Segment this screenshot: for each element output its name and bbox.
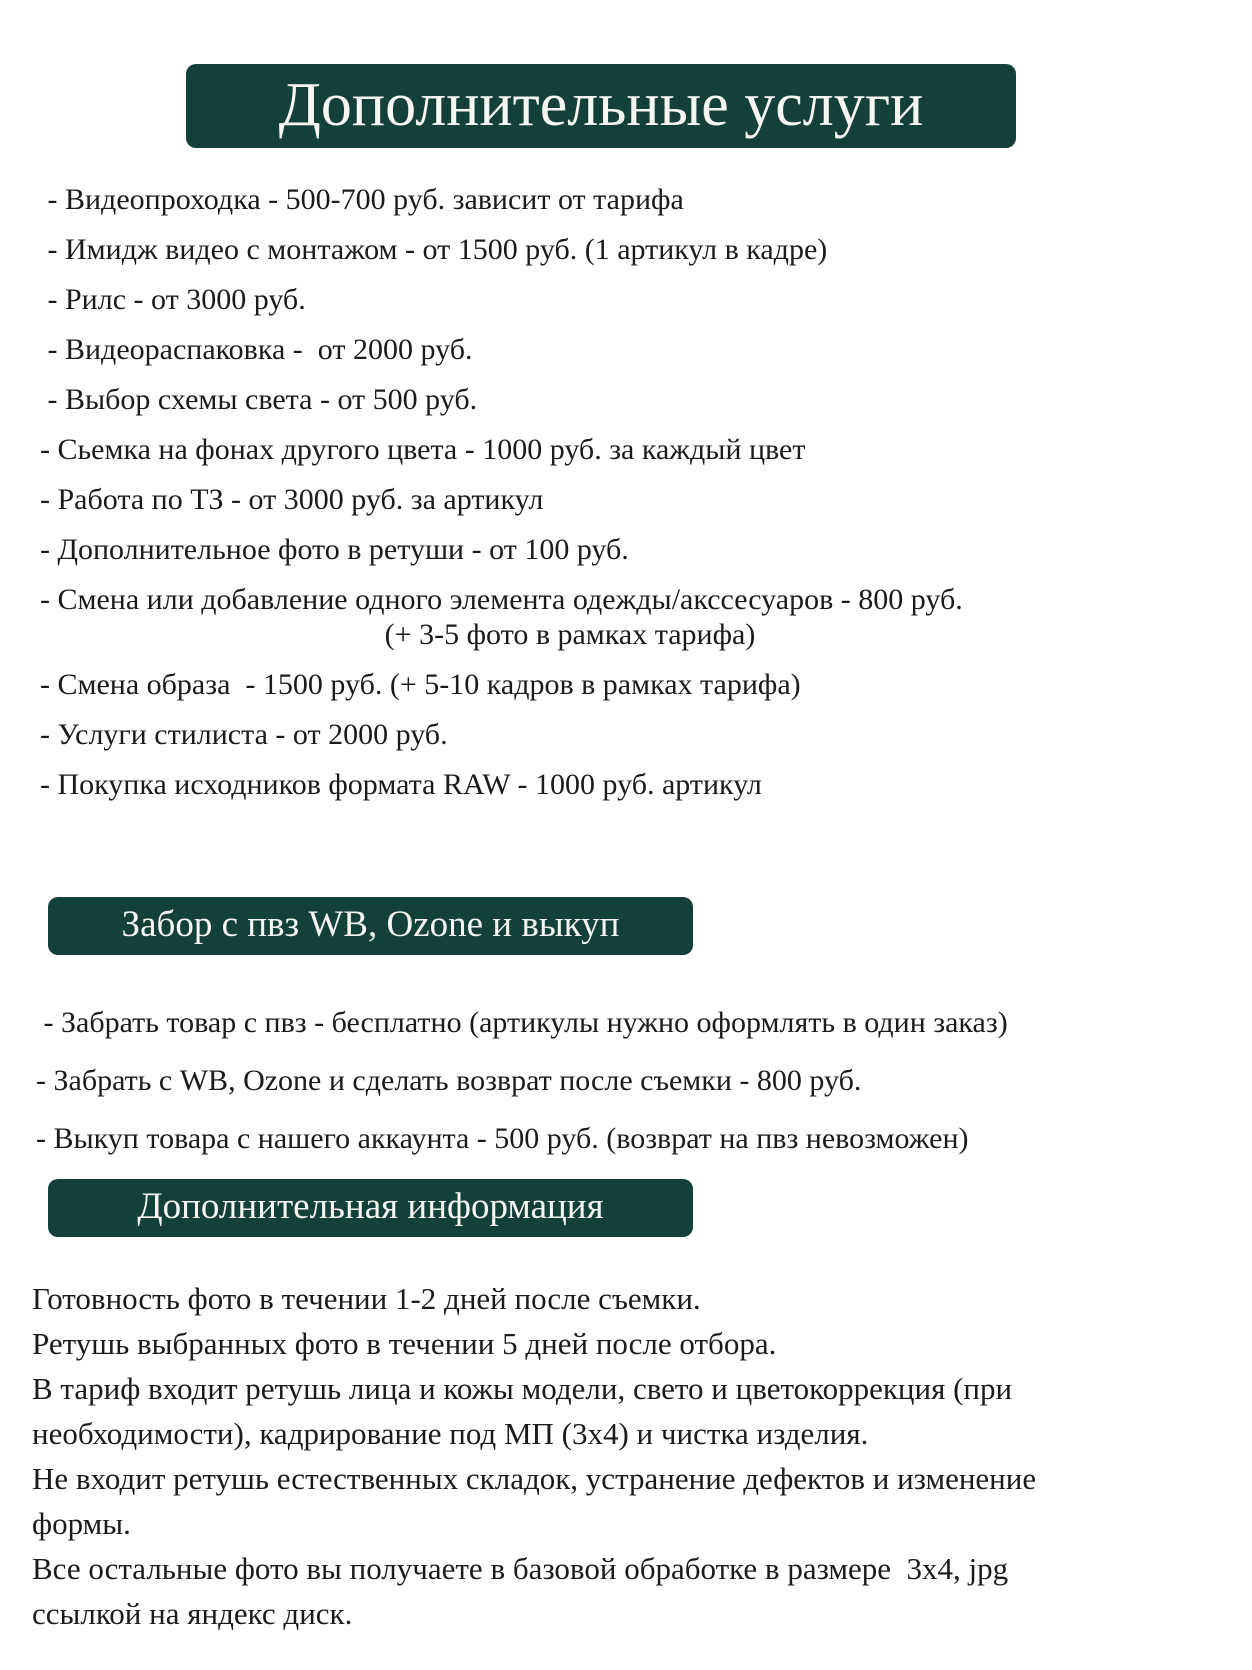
list-item-text: - Имидж видео с монтажом - от 1500 руб. (1 артикул в кадре) [40,233,828,266]
list-item [40,282,1252,317]
list-item-text: - Забрать товар с пвз - бесплатно (артикулы нужно оформлять в один заказ) [36,1006,1008,1039]
list-item-text: - Сьемка на фонах другого цвета - 1000 руб. за каждый цвет [40,433,806,466]
info-line: Все остальные фото вы получаете в базовой обработке в размере 3x4, jpg [32,1551,1009,1586]
list-item [40,482,1252,517]
section-title-pickup: Забор с пвз WB, Ozone и выкуп [48,897,693,955]
list-item [40,532,1252,567]
list-item-text: - Смена или добавление одного элемента одежды/акссесуаров - 800 руб. [40,583,963,616]
list-item [36,1005,1252,1040]
info-line: Готовность фото в течении 1-2 дней после съемки. [32,1281,701,1316]
section-title-info: Дополнительная информация [48,1179,693,1237]
list-item [36,1063,1252,1098]
services-list [0,182,1252,802]
list-item-text: - Работа по ТЗ - от 3000 руб. за артикул [40,483,544,516]
list-item [40,767,1252,802]
info-line: формы. [32,1506,131,1541]
list-item [40,382,1252,417]
info-line: необходимости), кадрирование под МП (3x4) и чистка изделия. [32,1416,869,1451]
list-item [40,667,1252,702]
list-item [40,432,1252,467]
list-item-text: - Услуги стилиста - от 2000 руб. [40,718,448,751]
list-item-text: - Рилс - от 3000 руб. [40,283,306,316]
additional-info-text [32,1276,1252,1636]
page-title: Дополнительные услуги [186,64,1016,148]
list-item [40,582,1252,652]
list-item [40,232,1252,267]
info-line: В тариф входит ретушь лица и кожы модели, свето и цветокоррекция (при [32,1371,1013,1406]
list-item-text: - Дополнительное фото в ретуши - от 100 руб. [40,533,629,566]
list-item-text: - Смена образа - 1500 руб. (+ 5-10 кадров в рамках тарифа) [40,668,801,701]
list-item [40,332,1252,367]
list-item-text: - Забрать с WB, Ozone и сделать возврат после съемки - 800 руб. [36,1064,862,1097]
list-item-text: - Видеопроходка - 500-700 руб. зависит от тарифа [40,183,684,216]
list-item-note: (+ 3-5 фото в рамках тарифа) [384,618,756,651]
pickup-list [0,1005,1252,1156]
list-item [40,717,1252,752]
list-item [40,182,1252,217]
list-item [36,1121,1252,1156]
list-item-text: - Выкуп товара с нашего аккаунта - 500 руб. (возврат на пвз невозможен) [36,1122,969,1155]
info-line: Ретушь выбранных фото в течении 5 дней после отбора. [32,1326,777,1361]
list-item-text: - Выбор схемы света - от 500 руб. [40,383,478,416]
info-line: Не входит ретушь естественных складок, устранение дефектов и изменение [32,1461,1037,1496]
list-item-text: - Покупка исходников формата RAW - 1000 руб. артикул [40,768,762,801]
list-item-text: - Видеораспаковка - от 2000 руб. [40,333,473,366]
info-line: ссылкой на яндекс диск. [32,1596,353,1631]
